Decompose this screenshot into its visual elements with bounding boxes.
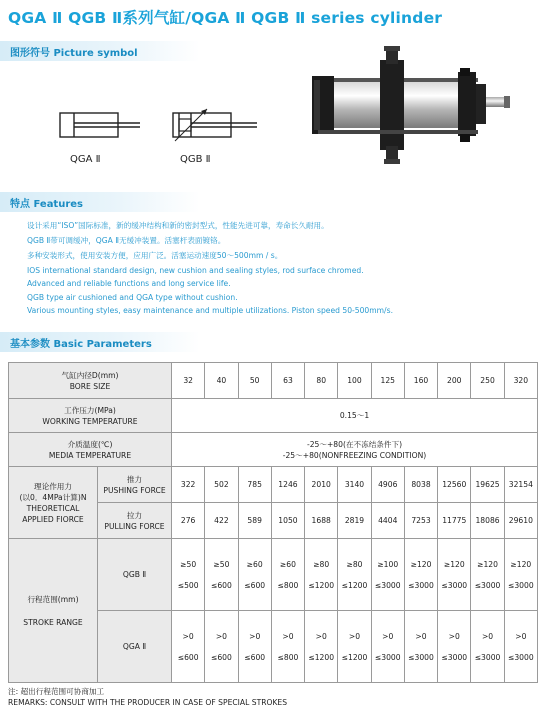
pressure-label-cn: 工作压力(MPa) <box>64 405 116 415</box>
pull-force-cell: 589 <box>238 503 271 539</box>
push-force-cell: 322 <box>172 467 205 503</box>
pull-force-label-cn: 拉力 <box>126 510 143 520</box>
bore-size-cell: 80 <box>305 363 338 399</box>
qgb-stroke-cell <box>238 539 271 611</box>
features-section-header <box>0 192 200 212</box>
qgb-stroke-max: ≤1200 <box>308 580 335 590</box>
push-force-label-en: PUSHING FORCE <box>103 485 166 495</box>
pull-force-cell: 29610 <box>504 503 537 539</box>
qga-stroke-max: ≤3000 <box>474 652 501 662</box>
bore-size-cell: 40 <box>205 363 238 399</box>
pull-force-cell: 7253 <box>404 503 437 539</box>
qga-stroke-max: ≤600 <box>177 652 199 662</box>
pull-force-label <box>98 503 172 539</box>
feature-line: Various mounting styles, easy maintenance and multiple utilizations. Piston speed 50-500mm/s. <box>27 306 393 315</box>
pull-force-cell: 4404 <box>371 503 404 539</box>
qgb-stroke-label: QGB Ⅱ <box>98 539 172 611</box>
pressure-label-en: WORKING TEMPERATURE <box>42 416 138 426</box>
qgb-stroke-max: ≤500 <box>177 580 199 590</box>
bore-size-cell: 50 <box>238 363 271 399</box>
qgb-stroke-min: ≥80 <box>346 559 363 569</box>
qgb-stroke-cell <box>404 539 437 611</box>
qgb-stroke-min: ≥120 <box>443 559 465 569</box>
qga-stroke-min: >0 <box>249 631 261 641</box>
bore-size-cell: 125 <box>371 363 404 399</box>
push-force-cell: 3140 <box>338 467 371 503</box>
qgb-stroke-cell <box>305 539 338 611</box>
feature-line: IOS international standard design, new cushion and sealing styles, rod surface chromed. <box>27 266 364 275</box>
qga-stroke-max: ≤1200 <box>341 652 368 662</box>
qga-stroke-cell <box>338 611 371 683</box>
qga-stroke-cell <box>504 611 537 683</box>
qgb-stroke-max: ≤3000 <box>408 580 434 590</box>
push-force-cell: 2010 <box>305 467 338 503</box>
push-force-row <box>9 467 538 503</box>
bore-size-row <box>9 363 538 399</box>
qgb-stroke-min: ≥80 <box>313 559 330 569</box>
feature-line: 设计采用“ISO”国际标准，新的缓冲结构和新的密封型式，性能先进可靠，寿命长久耐用。 <box>27 221 329 230</box>
bore-size-label-cn: 气缸内径D(mm) <box>61 370 119 380</box>
qga-stroke-max: ≤3000 <box>507 652 534 662</box>
qga-stroke-min: >0 <box>481 631 494 641</box>
medium-value-cn: -25～+80(在不冻结条件下) <box>306 439 403 449</box>
force-label-en-1: THEORETICAL <box>26 503 80 513</box>
qgb-symbol-label: QGB Ⅱ <box>180 154 211 165</box>
qga-stroke-min: >0 <box>182 631 194 641</box>
pressure-label <box>9 399 172 433</box>
medium-value-en: -25～+80(NONFREEZING CONDITION) <box>282 450 427 460</box>
medium-label-cn: 介质温度(℃) <box>67 439 113 449</box>
push-force-label-cn: 推力 <box>126 474 143 484</box>
qgb-stroke-max: ≤1200 <box>341 580 368 590</box>
qga-stroke-cell <box>438 611 471 683</box>
qga-stroke-min: >0 <box>415 631 427 641</box>
qgb-stroke-cell <box>172 539 205 611</box>
qga-stroke-cell <box>271 611 304 683</box>
medium-label <box>9 433 172 467</box>
bore-size-label <box>9 363 172 399</box>
qga-stroke-cell <box>371 611 404 683</box>
bore-size-cell: 250 <box>471 363 504 399</box>
qgb-stroke-max: ≤3000 <box>474 580 501 590</box>
params-section-title: 基本参数 Basic Parameters <box>10 339 152 350</box>
feature-line: QGB Ⅱ带可调缓冲，QGA Ⅱ无缓冲装置。活塞杆表面镀铬。 <box>27 236 226 245</box>
medium-value <box>172 433 538 467</box>
pull-force-cell: 276 <box>172 503 205 539</box>
symbol-section-title: 图形符号 Picture symbol <box>10 48 138 59</box>
cylinder-product-image <box>300 40 515 170</box>
push-force-cell: 19625 <box>471 467 504 503</box>
qgb-stroke-cell <box>438 539 471 611</box>
bore-size-label-en: BORE SIZE <box>69 381 111 391</box>
qga-stroke-cell <box>471 611 504 683</box>
force-label <box>9 467 98 539</box>
bore-size-cell: 200 <box>438 363 471 399</box>
pull-force-cell: 11775 <box>438 503 471 539</box>
qga-stroke-min: >0 <box>215 631 228 641</box>
medium-label-en: MEDIA TEMPERATURE <box>48 450 132 460</box>
qga-stroke-max: ≤1200 <box>308 652 335 662</box>
push-force-cell: 12560 <box>438 467 471 503</box>
qga-stroke-cell <box>404 611 437 683</box>
pull-force-cell: 1050 <box>271 503 304 539</box>
qga-stroke-min: >0 <box>348 631 361 641</box>
pressure-row <box>9 399 538 433</box>
remark-cn: 注: 超出行程范围可协商加工 <box>8 687 105 696</box>
qga-stroke-cell <box>172 611 205 683</box>
force-label-cn-1: 理论作用力 <box>34 481 72 491</box>
qgb-stroke-max: ≤3000 <box>507 580 534 590</box>
qgb-stroke-min: ≥120 <box>410 559 432 569</box>
push-force-cell: 32154 <box>504 467 537 503</box>
pull-force-cell: 2819 <box>338 503 371 539</box>
medium-row <box>9 433 538 467</box>
push-force-cell: 4906 <box>371 467 404 503</box>
qgb-stroke-min: ≥120 <box>510 559 532 569</box>
bore-size-cell: 160 <box>404 363 437 399</box>
bore-size-cell: 32 <box>172 363 205 399</box>
qgb-stroke-min: ≥50 <box>180 559 197 569</box>
qgb-stroke-max: ≤600 <box>244 580 266 590</box>
stroke-label-cn: 行程范围(mm) <box>27 594 79 604</box>
feature-line: QGB type air cushioned and QGA type without cushion. <box>27 293 238 302</box>
qgb-stroke-min: ≥120 <box>477 559 498 569</box>
qga-stroke-min: >0 <box>382 631 394 641</box>
stroke-label-en: STROKE RANGE <box>23 617 83 627</box>
pressure-value: 0.15～1 <box>172 399 538 433</box>
qga-stroke-min: >0 <box>315 631 327 641</box>
feature-line: 多种安装形式，使用安装方便，应用广泛。活塞运动速度50～500mm / s。 <box>27 251 283 260</box>
qgb-symbol-diagram <box>165 95 280 155</box>
pull-force-cell: 422 <box>205 503 238 539</box>
qgb-stroke-max: ≤600 <box>210 580 232 590</box>
stroke-label <box>9 539 98 683</box>
qgb-stroke-max: ≤800 <box>277 580 299 590</box>
bore-size-cell: 63 <box>271 363 304 399</box>
qga-stroke-max: ≤3000 <box>408 652 434 662</box>
qga-stroke-cell <box>305 611 338 683</box>
bore-size-cell: 320 <box>504 363 537 399</box>
qga-symbol-label: QGA Ⅱ <box>70 154 101 165</box>
qga-stroke-min: >0 <box>282 631 294 641</box>
params-section-header <box>0 332 200 352</box>
qga-stroke-max: ≤600 <box>244 652 266 662</box>
push-force-cell: 785 <box>238 467 271 503</box>
qga-stroke-max: ≤800 <box>277 652 299 662</box>
qga-stroke-max: ≤3000 <box>441 652 468 662</box>
qgb-stroke-min: ≥100 <box>377 559 399 569</box>
qga-stroke-min: >0 <box>448 631 460 641</box>
qgb-stroke-cell <box>371 539 404 611</box>
pull-force-label-en: PULLING FORCE <box>104 521 165 531</box>
qga-stroke-max: ≤3000 <box>374 652 401 662</box>
qga-symbol-diagram <box>50 95 160 155</box>
force-label-en-2: APPLIED FIORCE <box>22 514 84 524</box>
feature-line: Advanced and reliable functions and long service life. <box>27 279 231 288</box>
qgb-stroke-cell <box>338 539 371 611</box>
symbol-section-header <box>0 41 200 61</box>
qga-stroke-cell <box>205 611 238 683</box>
qga-stroke-max: ≤600 <box>210 652 232 662</box>
bore-size-cell: 100 <box>338 363 371 399</box>
qgb-stroke-cell <box>471 539 504 611</box>
qgb-stroke-cell <box>271 539 304 611</box>
push-force-cell: 502 <box>205 467 238 503</box>
qgb-stroke-row <box>9 539 538 611</box>
pull-force-cell: 18086 <box>471 503 504 539</box>
push-force-cell: 8038 <box>404 467 437 503</box>
pull-force-cell: 1688 <box>305 503 338 539</box>
features-section-title: 特点 Features <box>10 199 84 210</box>
force-label-cn-2: (以0．4MPa计算)N <box>19 492 87 502</box>
push-force-label <box>98 467 172 503</box>
qgb-stroke-max: ≤3000 <box>441 580 468 590</box>
qgb-stroke-min: ≥60 <box>246 559 263 569</box>
qga-stroke-cell <box>238 611 271 683</box>
qgb-stroke-cell <box>504 539 537 611</box>
basic-parameters-table <box>8 362 538 683</box>
qgb-stroke-max: ≤3000 <box>374 580 401 590</box>
qga-stroke-label: QGA Ⅱ <box>98 611 172 683</box>
qga-stroke-min: >0 <box>515 631 527 641</box>
page-title: QGA Ⅱ QGB Ⅱ系列气缸/QGA Ⅱ QGB Ⅱ series cylinder <box>8 9 443 27</box>
remark-en: REMARKS: CONSULT WITH THE PRODUCER IN CASE OF SPECIAL STROKES <box>8 698 288 707</box>
qgb-stroke-min: ≥60 <box>279 559 296 569</box>
qgb-stroke-cell <box>205 539 238 611</box>
qgb-stroke-min: ≥50 <box>213 559 230 569</box>
push-force-cell: 1246 <box>271 467 304 503</box>
